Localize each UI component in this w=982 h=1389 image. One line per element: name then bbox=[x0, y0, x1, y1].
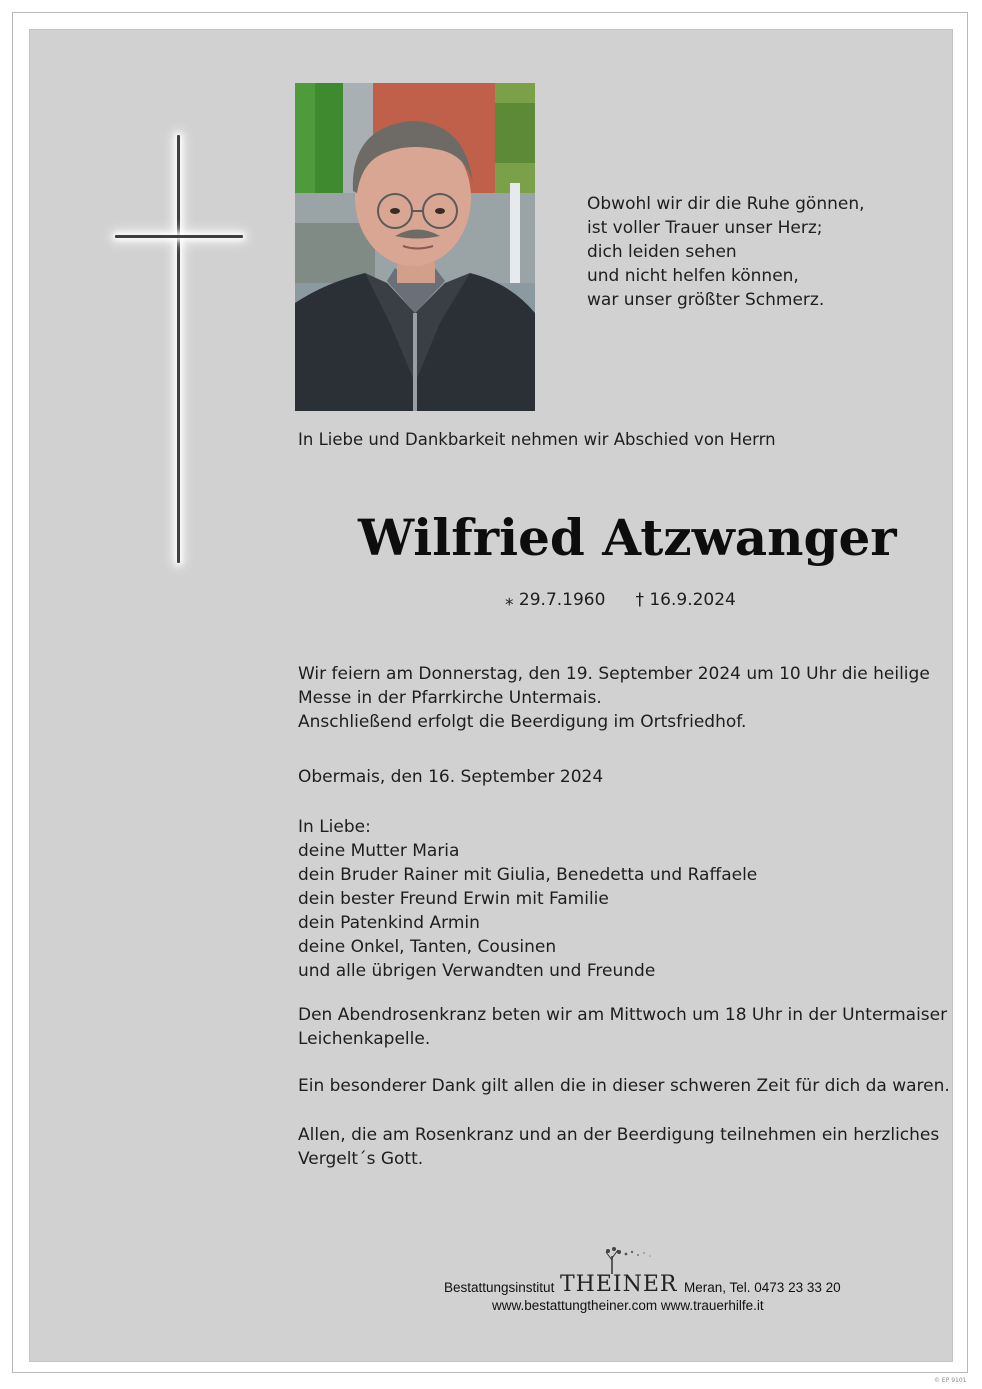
closing-text bbox=[298, 1123, 938, 1171]
service-info bbox=[298, 662, 938, 734]
poem-line: Obwohl wir dir die Ruhe gönnen, bbox=[587, 194, 865, 214]
closing-line: Allen, die am Rosenkranz und an der Beerdigung teilnehmen ein herzliches bbox=[298, 1125, 940, 1145]
mourner-line: dein bester Freund Erwin mit Familie bbox=[298, 889, 609, 909]
poem-line: war unser größter Schmerz. bbox=[587, 290, 825, 310]
mourner-line: deine Mutter Maria bbox=[298, 841, 460, 861]
service-line: Messe in der Pfarrkirche Untermais. bbox=[298, 688, 602, 708]
footer-institute: Bestattungsinstitut bbox=[444, 1280, 555, 1295]
service-line: Anschließend erfolgt die Beerdigung im Ortsfriedhof. bbox=[298, 712, 747, 732]
rosary-line: Leichenkapelle. bbox=[298, 1029, 431, 1049]
cross-icon bbox=[115, 135, 243, 565]
mourner-line: deine Onkel, Tanten, Cousinen bbox=[298, 937, 557, 957]
portrait-photo bbox=[295, 83, 535, 411]
place-date: Obermais, den 16. September 2024 bbox=[298, 767, 604, 787]
death-date: † 16.9.2024 bbox=[635, 590, 736, 610]
service-line: Wir feiern am Donnerstag, den 19. September 2024 um 10 Uhr die heilige bbox=[298, 664, 930, 684]
life-dates bbox=[505, 590, 736, 610]
mourner-line: dein Patenkind Armin bbox=[298, 913, 480, 933]
mourners-list bbox=[298, 815, 938, 983]
poem bbox=[587, 192, 947, 312]
thanks-line: Ein besonderer Dank gilt allen die in dieser schweren Zeit für dich da waren. bbox=[298, 1076, 950, 1096]
copyright-mark: © EP 9101 bbox=[934, 1377, 967, 1384]
footer-contact: Meran, Tel. 0473 23 33 20 bbox=[684, 1280, 841, 1295]
footer-brand: THEINER bbox=[560, 1272, 678, 1297]
thanks-text bbox=[298, 1074, 950, 1098]
deceased-name: Wilfried Atzwanger bbox=[358, 508, 897, 567]
intro-text: In Liebe und Dankbarkeit nehmen wir Abschied von Herrn bbox=[298, 430, 776, 449]
closing-line: Vergelt´s Gott. bbox=[298, 1149, 424, 1169]
poem-line: und nicht helfen können, bbox=[587, 266, 799, 286]
mourner-line: dein Bruder Rainer mit Giulia, Benedetta und Raffaele bbox=[298, 865, 758, 885]
footer-websites: www.bestattungtheiner.com www.trauerhilfe.it bbox=[492, 1298, 764, 1313]
mourner-line: und alle übrigen Verwandten und Freunde bbox=[298, 961, 656, 981]
poem-line: dich leiden sehen bbox=[587, 242, 737, 262]
funeral-home-footer bbox=[444, 1268, 864, 1313]
birth-date: ⁎ 29.7.1960 bbox=[505, 590, 606, 610]
rosary-info bbox=[298, 1003, 948, 1051]
mourner-line: In Liebe: bbox=[298, 817, 371, 837]
poem-line: ist voller Trauer unser Herz; bbox=[587, 218, 823, 238]
rosary-line: Den Abendrosenkranz beten wir am Mittwoch um 18 Uhr in der Untermaiser bbox=[298, 1005, 948, 1025]
